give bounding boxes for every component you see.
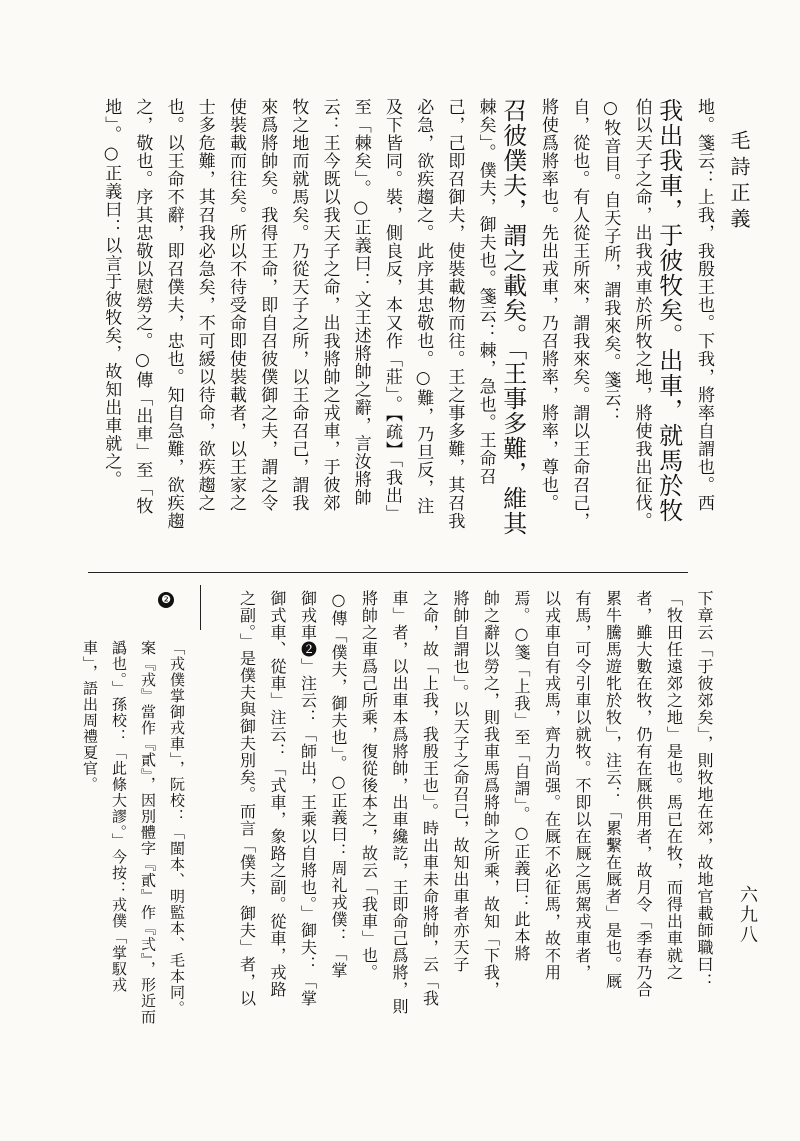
text-column: 下章云「于彼郊矣」，則牧地在郊，故地官載師職曰： <box>695 590 714 990</box>
text-column: 有馬，可令引車以就牧。不即以在厩之馬駕戎車者， <box>573 590 592 981</box>
text-column: 牧之地而就馬矣。乃從天子之所，以王命召己，謂我 <box>288 98 309 512</box>
text-column: 焉。○箋「上我」至「自謂」。○正義曰：此本將 <box>512 590 531 962</box>
text-column: 之命，故「上我，我殷王也」。時出車未命將帥，云「我 <box>420 590 440 1007</box>
text-column: 我出我車，于彼牧矣。出車，就馬於牧 <box>654 98 683 523</box>
text-column: 至「棘矣」。○正義曰：文王述將帥之辭，言汝將帥 <box>350 98 371 507</box>
text-column: 之，敬也。序其忠敬以慰勞之。○傳「出車」至「牧 <box>132 98 153 515</box>
text-column: 者，雖大數在牧，仍有在厩供用者，故月令「季春乃合 <box>634 590 653 998</box>
running-header: 毛詩正義 <box>727 130 751 234</box>
text-column: 車」者，以出車本爲將帥，出車纔訖，王即命己爲將，則 <box>390 590 409 1015</box>
footnote-column: 案『戎』當作『貳』，因別體字『貳』作『弍』，形近而 <box>139 640 157 1025</box>
text-column: 之副。」是僕夫與御夫別矣。而言「僕夫，御夫」者，以 <box>237 590 257 1007</box>
text-column: 地」。○正義曰：以言于彼牧矣，故知出車就之。 <box>101 98 122 489</box>
text-column: 伯以天子之命，出我戎車於所牧之地，將使我出征伐。 <box>631 98 652 530</box>
text-column: 召彼僕夫，謂之載矣。「王事多難，維其 <box>498 98 527 536</box>
text-column: 御戎車❷」注云：「師出，王乘以自將也。」御夫：「掌 <box>298 590 318 1007</box>
text-column: 棘矣」。僕夫，御夫也。箋云：棘，急也。王命召 <box>475 98 496 486</box>
text-column: 己，己即召御夫，使裝載物而往。王之事多難，其召我 <box>444 98 465 530</box>
text-column: 必急，欲疾趨之。此序其忠敬也。○難，乃旦反，注 <box>413 98 434 515</box>
footnote-column: 譌也。」孫校：「此條大謬。」今按：戎僕「掌馭戎 <box>110 640 128 993</box>
text-column: 「牧田任遠郊之地」是也。馬已在牧，而得出車就之 <box>664 590 684 981</box>
text-column: 將帥之車爲己所乘，復從後本之，故云「我車」也。 <box>359 590 379 981</box>
footnote-marker: ❷ <box>158 592 174 608</box>
text-column: 自，從也。有人從王所來，謂我來矣。謂以王命召己， <box>569 98 590 530</box>
text-column: 云：王今既以我天子之命，出我將帥之戎車，于彼郊 <box>319 98 340 512</box>
section-divider <box>88 572 688 573</box>
text-column: ○牧音目。自天子所，謂我來矣。箋云： <box>600 98 621 425</box>
text-column: 也。以王命不辭，即召僕夫，忠也。知自急難，欲疾趨 <box>163 98 184 530</box>
text-column: 將使爲將率也。先出戎車，乃召將率，將率，尊也。 <box>537 98 558 512</box>
text-column: 士多危難，其召我必急矣，不可緩以待命，欲疾趨之 <box>194 98 215 512</box>
text-column: 累牛騰馬遊牝於牧」，注云：「累繫在厩者」是也。厩 <box>603 590 623 990</box>
footnote-column: 「戎僕掌御戎車」，阮校：「閩本、明監本、毛本同。 <box>168 640 186 1017</box>
text-column: 御式車、從車」注云：「式車，象路之副。從車，戎路 <box>268 590 287 998</box>
text-column: ○傳「僕夫，御夫也」。○正義曰：周礼戎僕：「掌 <box>329 590 348 979</box>
text-column: 以戎車自有戎馬，齊力尚强。在厩不必征馬，故不用 <box>542 590 562 981</box>
text-column: 帥之辭以勞之，則我車馬爲將帥之所乘，故知「下我， <box>481 590 501 998</box>
text-column: 使裝載而往矣。所以不待受命即使裝載者，以王家之 <box>225 98 246 512</box>
text-column: 將帥自謂也」。以天子之命召己，故知出車者亦天子 <box>451 590 470 973</box>
text-column: 來爲將帥矣。我得王命，即自召彼僕御之夫，謂之令 <box>257 98 278 512</box>
text-column: 地。箋云：上我，我殷王也。下我，將率自謂也。西 <box>693 98 714 512</box>
page-number: 六九八 <box>737 885 758 945</box>
footnote-column: 車」，語出周禮夏官。 <box>81 640 99 793</box>
footnote-divider <box>200 585 201 630</box>
text-column: 及下皆同。裝，側良反，本又作「莊」。【疏】「我出」 <box>381 98 402 523</box>
